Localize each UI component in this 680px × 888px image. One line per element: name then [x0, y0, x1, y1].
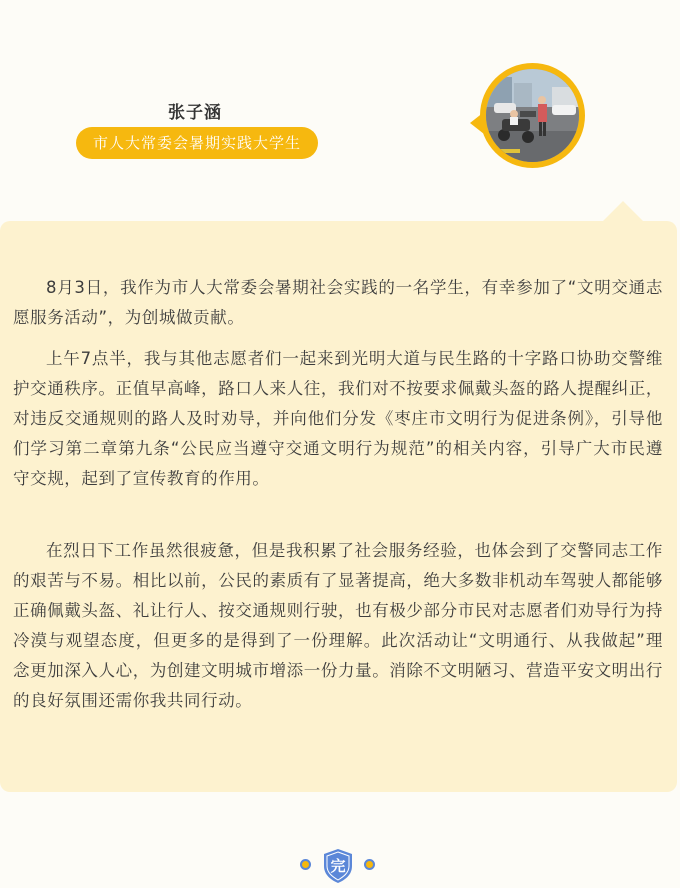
avatar: [480, 63, 585, 168]
author-name: 张子涵: [168, 103, 222, 123]
shield-icon: [322, 848, 354, 884]
author-badge: 市人大常委会暑期实践大学生: [76, 127, 318, 159]
end-marker: [0, 838, 680, 888]
avatar-photo: [486, 69, 579, 162]
article-paragraph: 8月3日，我作为市人大常委会暑期社会实践的一名学生，有幸参加了“文明交通志愿服务活动”，为创城做贡献。: [13, 278, 663, 327]
avatar-photo-image: [486, 69, 579, 162]
decor-dot-left: [300, 859, 311, 870]
article-card: [0, 221, 677, 792]
author-header: [0, 0, 680, 220]
card-pointer: [602, 201, 644, 222]
article-paragraph: 在烈日下工作虽然很疲惫，但是我积累了社会服务经验，也体会到了交警同志工作的艰苦与不易。相比以前，公民的素质有了显著提高，绝大多数非机动车驾驶人都能够正确佩戴头盔、礼让行人、按交通规则行驶，也有极少部分市民对志愿者们劝导行为持冷漠与观望态度，但更多的是得到了一份理解。此次活动让“文明通行、从我做起”理念更加深入人心，为创建文明城市增添一份力量。消除不文明陋习、营造平安文明出行的良好氛围还需你我共同行动。: [13, 541, 663, 710]
end-label: 完: [330, 857, 346, 875]
article-paragraph: 上午7点半，我与其他志愿者们一起来到光明大道与民生路的十字路口协助交警维护交通秩序。正值早高峰，路口人来人往，我们对不按要求佩戴头盔的路人提醒纠正，对违反交通规则的路人及时劝导，并向他们分发《枣庄市文明行为促进条例》，引导他们学习第二章第九条“公民应当遵守交通文明行为规范”的相关内容，引导广大市民遵守交规，起到了宣传教育的作用。: [13, 349, 663, 488]
decor-dot-right: [364, 859, 375, 870]
